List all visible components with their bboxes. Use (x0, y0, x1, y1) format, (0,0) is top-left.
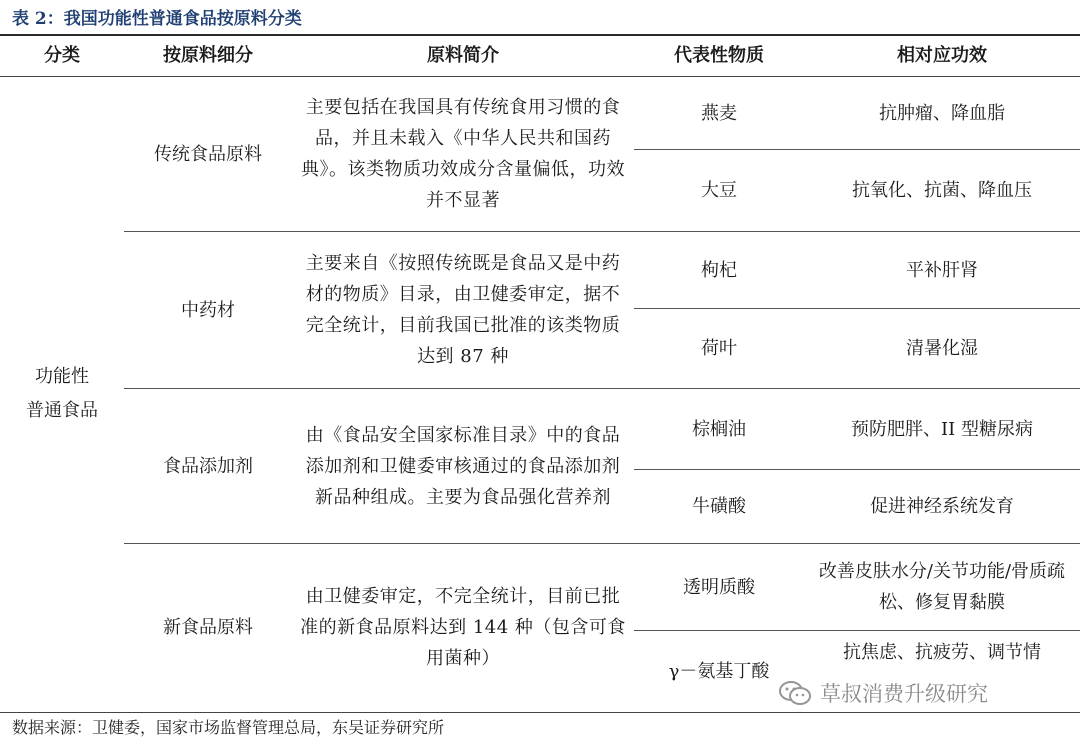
substance-palm-oil: 棕榈油 (692, 418, 746, 440)
effect-taurine: 促进神经系统发育 (870, 496, 1014, 517)
effect-lotus-leaf: 清暑化湿 (906, 338, 978, 359)
substance-taurine: 牛磺酸 (692, 496, 746, 517)
substance-lotus-leaf: 荷叶 (701, 338, 737, 359)
header-substance: 代表性物质 (674, 45, 764, 66)
header-effect: 相对应功效 (897, 45, 987, 66)
description-herbal: 主要来自《按照传统既是食品又是中药材的物质》目录，由卫健委审定，据不完全统计，目前我国已批准的该类物质达到 87 种 (305, 253, 621, 367)
effect-oat: 抗肿瘤、降血脂 (879, 102, 1005, 124)
subcategory-additive: 食品添加剂 (163, 455, 253, 477)
wechat-icon (778, 679, 812, 707)
effect-soybean: 抗氧化、抗菌、降血压 (852, 180, 1032, 201)
effect-hyaluronic-acid: 改善皮肤水分/关节功能/骨质疏松、修复胃黏膜 (818, 561, 1066, 613)
effect-palm-oil: 预防肥胖、II 型糖尿病 (851, 418, 1033, 440)
effect-goji: 平补肝肾 (906, 259, 978, 281)
effect-gaba: 抗焦虑、抗疲劳、调节情 (843, 642, 1041, 663)
category-cell: 功能性 普通食品 (26, 366, 98, 421)
header-subcategory: 按原料细分 (163, 45, 253, 66)
data-source: 数据来源：卫健委，国家市场监督管理总局，东吴证券研究所 (12, 718, 445, 737)
substance-soybean: 大豆 (701, 180, 737, 201)
substance-hyaluronic-acid: 透明质酸 (683, 576, 755, 598)
substance-oat: 燕麦 (701, 102, 737, 124)
description-additive: 由《食品安全国家标准目录》中的食品添加剂和卫健委审核通过的食品添加剂新品种组成。主要为食品强化营养剂 (305, 424, 621, 508)
subcategory-traditional: 传统食品原料 (154, 143, 262, 165)
header-category: 分类 (44, 45, 80, 66)
description-novel: 由卫健委审定，不完全统计，目前已批准的新食品原料达到 144 种（包含可食用菌种） (300, 586, 626, 669)
substance-gaba: γ－氨基丁酸 (668, 660, 770, 682)
header-description: 原料简介 (427, 45, 499, 66)
subcategory-novel: 新食品原料 (163, 617, 253, 638)
substance-goji: 枸杞 (701, 259, 737, 281)
table-bottom-rule (0, 712, 1080, 713)
watermark-text: 草叔消费升级研究 (820, 682, 988, 706)
wechat-watermark (778, 676, 988, 710)
table-caption: 表 2：我国功能性普通食品按原料分类 (12, 9, 302, 29)
description-traditional: 主要包括在我国具有传统食用习惯的食品，并且未载入《中华人民共和国药典》。该类物质功效成分含量偏低，功效并不显著 (301, 97, 625, 211)
subcategory-herbal: 中药材 (181, 299, 235, 321)
